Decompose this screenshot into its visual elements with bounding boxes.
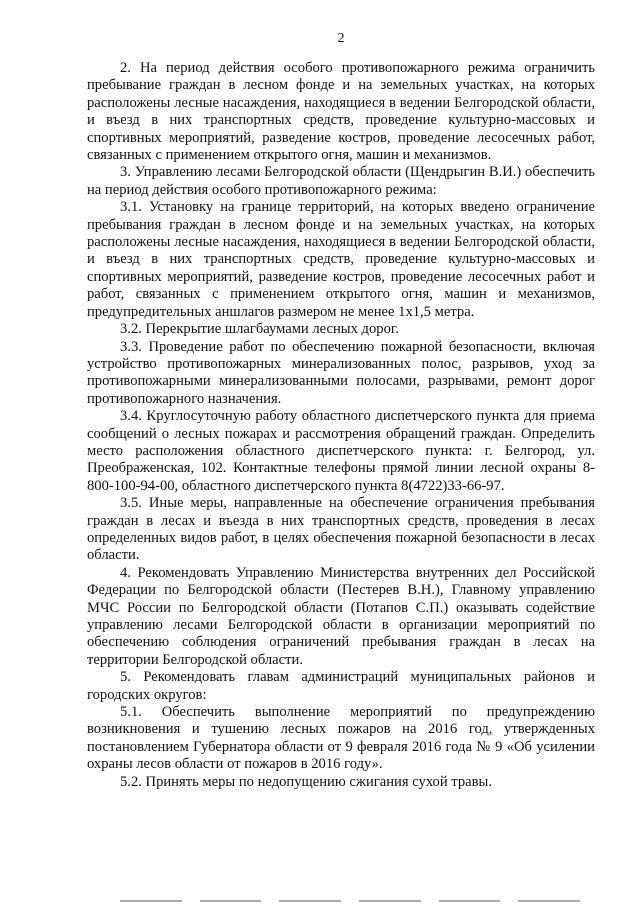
- paragraph-3-4: 3.4. Круглосуточную работу областного диспетчерского пункта для приема сообщений о лесных пожарах и рассмотрения обращений граждан. Определить место расположения областного диспетчерского пункта: г. Белгород, ул. Преображенская, 102. Контактные телефоны прямой линии лесной охраны 8-800-100-94-00, областного диспетчерского пункта 8(4722)33-66-97.: [87, 408, 595, 494]
- scan-mark: [200, 900, 262, 902]
- paragraph-3-3: 3.3. Проведение работ по обеспечению пожарной безопасности, включая устройство противопожарных минерализованных полос, разрывов, уход за противопожарными минерализованными полосами, разрывами, ремонт дорог противопожарного назначения.: [87, 338, 595, 407]
- scan-footer-marks: [120, 900, 580, 903]
- paragraph-3-2: 3.2. Перекрытие шлагбаумами лесных дорог.: [120, 321, 399, 338]
- scan-mark: [120, 900, 182, 902]
- paragraph-5: 5. Рекомендовать главам администраций муниципальных районов и городских округов:: [87, 669, 595, 703]
- paragraph-3-5: 3.5. Иные меры, направленные на обеспечение ограничения пребывания граждан в лесах и въезда в них транспортных средств, проведения в лесах определенных видов работ, в целях обеспечения пожарной безопасности в лесах области.: [87, 495, 595, 564]
- scan-mark: [518, 900, 580, 902]
- scan-mark: [279, 900, 341, 902]
- paragraph-3-1: 3.1. Установку на границе территорий, на которых введено ограничение пребывания граждан в лесном фонде и на земельных участках, на которых расположены лесные насаждения, находящиеся в ведении Белгородской области, и въезд в них транспортных средств, проведение культурно-массовых и спортивных мероприятий, разведение костров, проведение лесосечных работ и работ, связанных с применением открытого огня, машин и механизмов, предупредительных аншлагов размером не менее 1х1,5 метра.: [87, 199, 595, 320]
- scan-mark: [359, 900, 421, 902]
- paragraph-3: 3. Управлению лесами Белгородской области (Щендрыгин В.И.) обеспечить на период действия особого противопожарного режима:: [87, 164, 595, 198]
- scan-mark: [439, 900, 501, 902]
- paragraph-5-2: 5.2. Принять меры по недопущению сжигания сухой травы.: [120, 773, 492, 790]
- paragraph-2: 2. На период действия особого противопожарного режима ограничить пребывание граждан в лесном фонде и на земельных участках, на которых расположены лесные насаждения, находящиеся в ведении Белгородской области, и въезд в них транспортных средств, проведение культурно-массовых и спортивных мероприятий, разведение костров, проведение лесосечных работ, связанных с применением открытого огня, машин и механизмов.: [87, 60, 595, 164]
- document-page: [87, 30, 595, 890]
- paragraph-5-1: 5.1. Обеспечить выполнение мероприятий по предупреждению возникновения и тушению лесных пожаров на 2016 год, утвержденных постановлением Губернатора области от 9 февраля 2016 года № 9 «Об усилении охраны лесов области от пожаров в 2016 году».: [87, 704, 595, 773]
- paragraph-4: 4. Рекомендовать Управлению Министерства внутренних дел Российской Федерации по Белгородской области (Пестерев В.Н.), Главному управлению МЧС России по Белгородской области (Потапов С.П.) оказывать содействие управлению лесами Белгородской области в организации мероприятий по обеспечению соблюдения ограничений пребывания граждан в лесах на территории Белгородской области.: [87, 564, 595, 668]
- page-number: 2: [337, 31, 345, 46]
